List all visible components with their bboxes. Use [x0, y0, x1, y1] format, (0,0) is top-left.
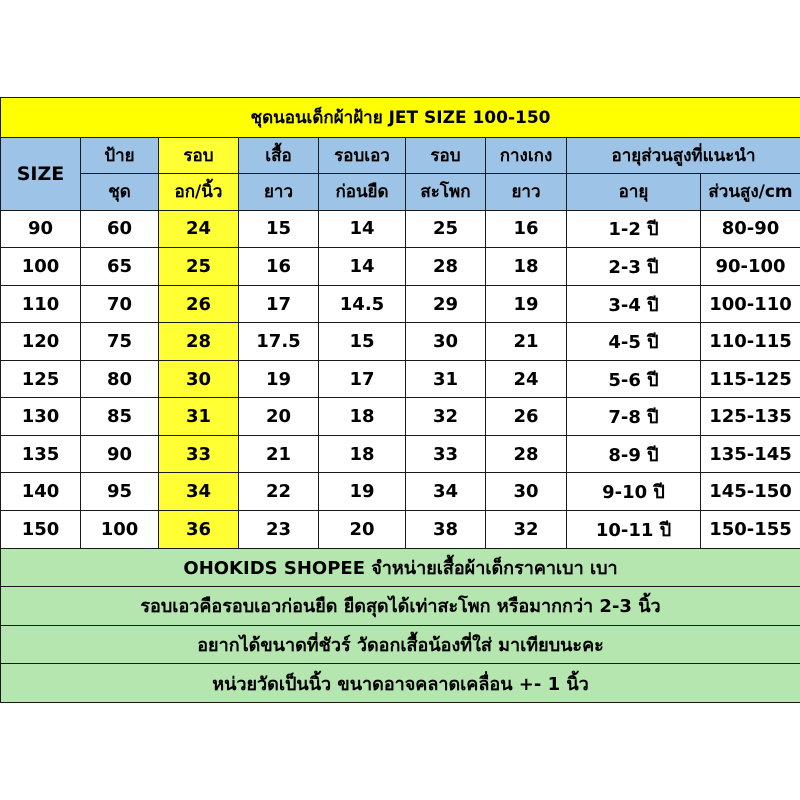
- cell-shirt-length: 16: [239, 248, 319, 286]
- cell-shirt-length: 20: [239, 398, 319, 436]
- note-row: [1, 664, 800, 703]
- cell-waist: 20: [319, 511, 406, 549]
- cell-chest: 31: [159, 398, 239, 436]
- cell-pants-length: 30: [486, 473, 567, 511]
- cell-age: 9-10 ปี: [567, 473, 701, 511]
- cell-waist: 18: [319, 435, 406, 473]
- cell-height: 80-90: [701, 210, 800, 248]
- cell-age: 1-2 ปี: [567, 210, 701, 248]
- cell-shirt-length: 22: [239, 473, 319, 511]
- header-shirt: เสื้อ: [239, 137, 319, 174]
- title-row: [1, 98, 800, 138]
- header-label-set: ชุด: [81, 174, 159, 211]
- header-hip: รอบ: [406, 137, 486, 174]
- cell-height: 90-100: [701, 248, 800, 286]
- cell-pants-length: 24: [486, 360, 567, 398]
- cell-hip: 32: [406, 398, 486, 436]
- cell-height: 110-115: [701, 323, 800, 361]
- cell-chest: 36: [159, 511, 239, 549]
- cell-label-tag: 75: [81, 323, 159, 361]
- cell-label-tag: 65: [81, 248, 159, 286]
- bottom-margin: [0, 703, 800, 800]
- table-row: [1, 323, 800, 361]
- size-chart-table: [0, 97, 800, 703]
- cell-age: 3-4 ปี: [567, 285, 701, 323]
- cell-hip: 38: [406, 511, 486, 549]
- cell-waist: 17: [319, 360, 406, 398]
- cell-height: 150-155: [701, 511, 800, 549]
- cell-chest: 33: [159, 435, 239, 473]
- cell-pants-length: 19: [486, 285, 567, 323]
- header-chest-inch: อก/นิ้ว: [159, 174, 239, 211]
- cell-size: 90: [1, 210, 81, 248]
- cell-pants-length: 16: [486, 210, 567, 248]
- note-row: [1, 625, 800, 664]
- header-hip-sub: สะโพก: [406, 174, 486, 211]
- header-waist-unstretched: ก่อนยืด: [319, 174, 406, 211]
- cell-hip: 33: [406, 435, 486, 473]
- cell-label-tag: 90: [81, 435, 159, 473]
- cell-shirt-length: 15: [239, 210, 319, 248]
- cell-hip: 34: [406, 473, 486, 511]
- header-pants: กางเกง: [486, 137, 567, 174]
- cell-chest: 25: [159, 248, 239, 286]
- cell-hip: 25: [406, 210, 486, 248]
- cell-pants-length: 32: [486, 511, 567, 549]
- cell-size: 135: [1, 435, 81, 473]
- cell-waist: 15: [319, 323, 406, 361]
- cell-hip: 30: [406, 323, 486, 361]
- table-row: [1, 398, 800, 436]
- cell-height: 100-110: [701, 285, 800, 323]
- cell-label-tag: 70: [81, 285, 159, 323]
- cell-size: 100: [1, 248, 81, 286]
- note-text: หน่วยวัดเป็นนิ้ว ขนาดอาจคลาดเคลื่อน +- 1 นิ้ว: [1, 664, 800, 703]
- header-row-1: [1, 137, 800, 174]
- cell-hip: 31: [406, 360, 486, 398]
- note-text: OHOKIDS SHOPEE จำหน่ายเสื้อผ้าเด็กราคาเบา เบา: [1, 548, 800, 587]
- cell-chest: 26: [159, 285, 239, 323]
- cell-height: 125-135: [701, 398, 800, 436]
- cell-size: 150: [1, 511, 81, 549]
- cell-label-tag: 100: [81, 511, 159, 549]
- header-row-2: [1, 174, 800, 211]
- cell-waist: 14: [319, 210, 406, 248]
- note-row: [1, 587, 800, 626]
- cell-chest: 28: [159, 323, 239, 361]
- cell-shirt-length: 17: [239, 285, 319, 323]
- cell-label-tag: 80: [81, 360, 159, 398]
- cell-label-tag: 60: [81, 210, 159, 248]
- cell-hip: 28: [406, 248, 486, 286]
- cell-waist: 14.5: [319, 285, 406, 323]
- cell-waist: 14: [319, 248, 406, 286]
- table-row: [1, 360, 800, 398]
- cell-height: 135-145: [701, 435, 800, 473]
- cell-age: 2-3 ปี: [567, 248, 701, 286]
- note-text: อยากได้ขนาดที่ชัวร์ วัดอกเสื้อน้องที่ใส่ มาเทียบนะคะ: [1, 625, 800, 664]
- cell-chest: 34: [159, 473, 239, 511]
- cell-size: 125: [1, 360, 81, 398]
- cell-size: 110: [1, 285, 81, 323]
- header-age-height: อายุส่วนสูงที่แนะนำ: [567, 137, 800, 174]
- table-row: [1, 248, 800, 286]
- header-waist: รอบเอว: [319, 137, 406, 174]
- cell-age: 7-8 ปี: [567, 398, 701, 436]
- header-shirt-length: ยาว: [239, 174, 319, 211]
- cell-waist: 19: [319, 473, 406, 511]
- cell-size: 140: [1, 473, 81, 511]
- cell-size: 130: [1, 398, 81, 436]
- cell-waist: 18: [319, 398, 406, 436]
- table-row: [1, 285, 800, 323]
- cell-height: 115-125: [701, 360, 800, 398]
- cell-age: 10-11 ปี: [567, 511, 701, 549]
- cell-hip: 29: [406, 285, 486, 323]
- cell-age: 8-9 ปี: [567, 435, 701, 473]
- cell-pants-length: 28: [486, 435, 567, 473]
- header-pants-length: ยาว: [486, 174, 567, 211]
- cell-chest: 24: [159, 210, 239, 248]
- header-height: ส่วนสูง/cm: [701, 174, 800, 211]
- cell-label-tag: 85: [81, 398, 159, 436]
- header-age: อายุ: [567, 174, 701, 211]
- note-row: [1, 548, 800, 587]
- header-size: SIZE: [1, 137, 81, 210]
- cell-height: 145-150: [701, 473, 800, 511]
- table-row: [1, 210, 800, 248]
- cell-pants-length: 26: [486, 398, 567, 436]
- cell-pants-length: 21: [486, 323, 567, 361]
- table-row: [1, 473, 800, 511]
- cell-shirt-length: 21: [239, 435, 319, 473]
- cell-chest: 30: [159, 360, 239, 398]
- cell-age: 5-6 ปี: [567, 360, 701, 398]
- cell-pants-length: 18: [486, 248, 567, 286]
- note-text: รอบเอวคือรอบเอวก่อนยืด ยืดสุดได้เท่าสะโพก หรือมากกว่า 2-3 นิ้ว: [1, 587, 800, 626]
- table-row: [1, 435, 800, 473]
- cell-label-tag: 95: [81, 473, 159, 511]
- cell-shirt-length: 23: [239, 511, 319, 549]
- header-chest: รอบ: [159, 137, 239, 174]
- chart-title: ชุดนอนเด็กผ้าฝ้าย JET SIZE 100-150: [1, 98, 800, 138]
- cell-shirt-length: 17.5: [239, 323, 319, 361]
- cell-shirt-length: 19: [239, 360, 319, 398]
- table-row: [1, 511, 800, 549]
- cell-age: 4-5 ปี: [567, 323, 701, 361]
- cell-size: 120: [1, 323, 81, 361]
- header-label-tag: ป้าย: [81, 137, 159, 174]
